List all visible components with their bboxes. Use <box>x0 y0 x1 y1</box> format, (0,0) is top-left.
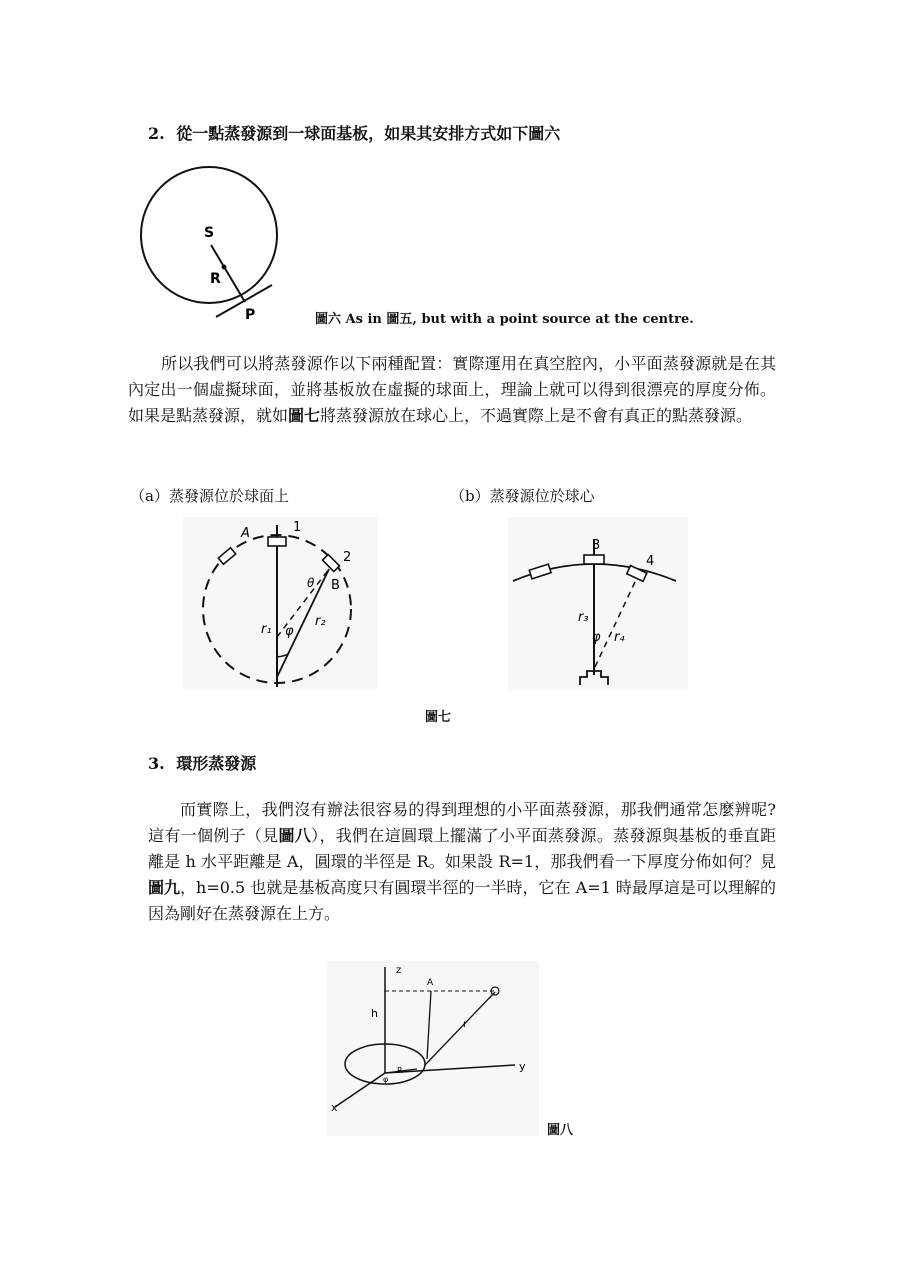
figure-8-diagram <box>327 961 539 1136</box>
paragraph-2 <box>148 797 776 927</box>
figure-8-caption: 圖八 <box>547 1123 574 1138</box>
label-phi: φ <box>285 624 294 639</box>
figure-7b-diagram <box>508 517 688 689</box>
figure-ref: 圖九 <box>148 878 181 897</box>
label-2: 2 <box>343 550 352 565</box>
source-3 <box>584 555 604 564</box>
label-r3: r₃ <box>578 610 589 625</box>
paragraph-text: 將蒸發源放在球心上，不過實際上是不會有真正的點蒸發源。 <box>320 406 753 425</box>
caption-text: As in <box>341 312 387 327</box>
label-r: r <box>463 1019 468 1030</box>
figure-6-caption <box>315 308 694 327</box>
label-r4: r₄ <box>614 630 625 645</box>
label-y: y <box>519 1060 526 1073</box>
label-phi: φ <box>592 630 601 645</box>
section-2-heading <box>148 121 560 144</box>
paragraph-text: ），我們在這圓環上擺滿了小平面蒸發源。蒸發源與基板的垂直距離是 h 水平距離是 A，圓環的半徑是 R。如果設 R=1，那我們看一下厚度分佈如何？見 <box>148 826 776 871</box>
section-number: 3. <box>148 754 165 773</box>
figure-ref: 圖八 <box>278 826 312 845</box>
section-title: 環形蒸發源 <box>176 754 257 773</box>
section-title: 從一點蒸發源到一球面基板，如果其安排方式如下圖六 <box>176 124 561 143</box>
caption-text: , but with a point source at the centre. <box>412 312 694 327</box>
label-x: x <box>331 1101 338 1114</box>
paragraph-text: 所以我們可以將蒸發源作以下兩種配置：實際運用在真空腔內，小平面蒸發源就是在其內定出一個虛擬球面，並將基板放在虛擬的球面上，理論上就可以得到很漂亮的厚度分佈。如果是點蒸發源，就如 <box>128 354 776 425</box>
r-dot <box>222 265 227 270</box>
caption-ref: 圖六 <box>315 312 342 327</box>
section-number: 2. <box>148 124 165 143</box>
label-3: 3 <box>592 538 601 553</box>
figure-7-caption: 圖七 <box>425 710 452 725</box>
label-4: 4 <box>646 554 655 569</box>
label-r1: r₁ <box>261 622 272 637</box>
label-z: z <box>396 965 402 976</box>
label-r: R <box>210 271 221 287</box>
label-R: R <box>397 1066 403 1075</box>
label-p: P <box>245 307 256 323</box>
section-3-heading <box>148 751 256 774</box>
label-theta: θ <box>307 576 315 590</box>
label-A: A <box>241 526 250 541</box>
label-phi: φ <box>383 1075 389 1084</box>
paragraph-text: 而實際上，我們沒有辦法很容易的得到理想的小平面蒸發源，那我們通常怎麼辨呢?這有一個例子（見 <box>148 800 776 845</box>
source-1 <box>268 537 286 546</box>
figure-7a-diagram <box>183 517 378 689</box>
figure-6-diagram <box>130 165 290 325</box>
label-A: A <box>427 978 434 988</box>
paragraph-text: ，h=0.5 也就是基板高度只有圓環半徑的一半時，它在 A=1 時最厚這是可以理解的因為剛好在蒸發源在上方。 <box>148 878 776 923</box>
label-r2: r₂ <box>315 614 326 629</box>
figure-7b-label: （b）蒸發源位於球心 <box>450 487 595 505</box>
caption-ref: 圖五 <box>386 312 413 327</box>
label-h: h <box>371 1007 378 1020</box>
label-B: B <box>331 578 340 593</box>
figure-7a-label: （a）蒸發源位於球面上 <box>130 487 289 505</box>
label-s: S <box>204 225 215 241</box>
label-1: 1 <box>293 520 302 535</box>
paragraph-1 <box>128 351 776 429</box>
figure-ref: 圖七 <box>288 406 321 425</box>
